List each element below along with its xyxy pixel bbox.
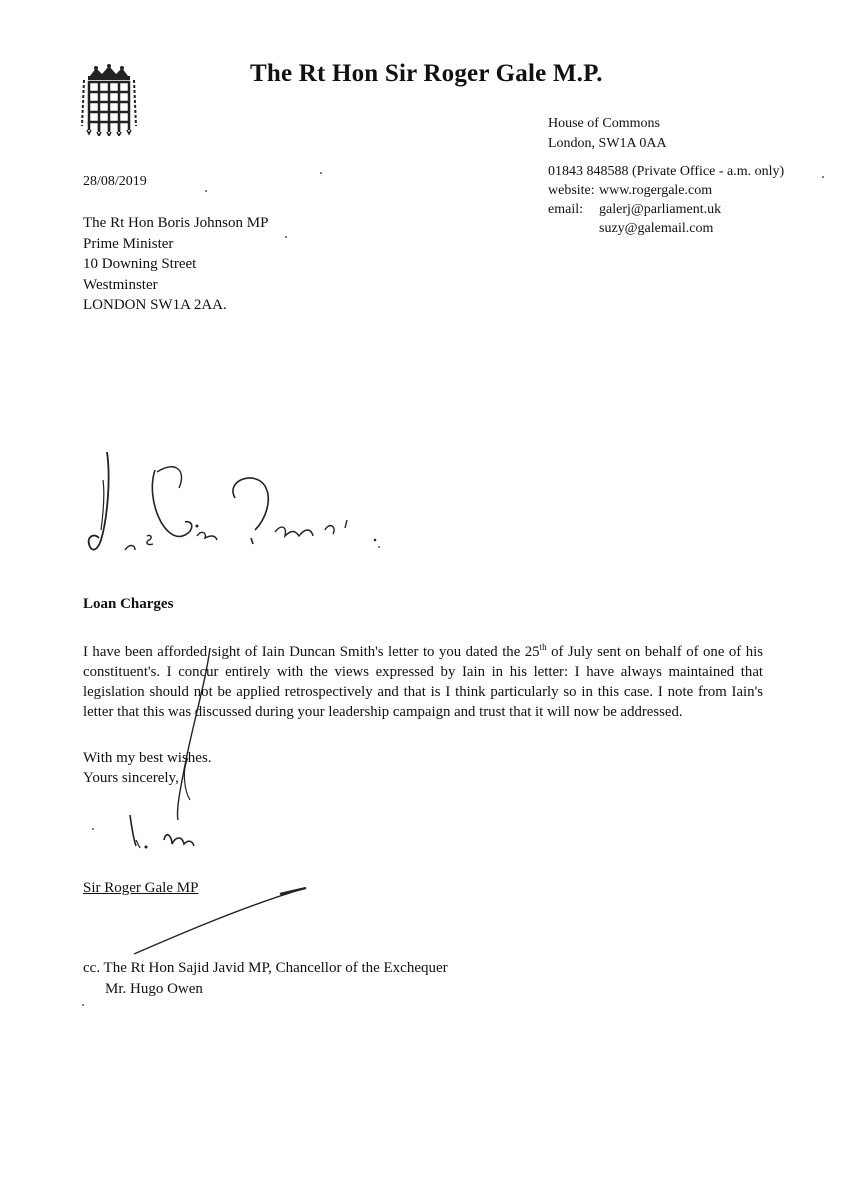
sender-address (548, 114, 667, 154)
recipient-line: 10 Downing Street (83, 256, 197, 272)
body-text-part: of July sent on behalf of one of his constituent's. I concur entirely with the views expressed by Iain in his letter: I have always maintained that legislation should not be applied retrospectively and that is I think particularly so in this case. I note from Iain's letter that this was discussed during your leadership campaign and trust that it will now be addressed. (83, 643, 763, 720)
website-label: website: (548, 183, 595, 198)
letter-subject: Loan Charges (83, 596, 174, 612)
cc-list (83, 958, 448, 1000)
email-row (548, 200, 784, 219)
recipient-line: LONDON SW1A 2AA. (83, 297, 227, 313)
cc-line: cc. The Rt Hon Sajid Javid MP, Chancellor of the Exchequer (83, 960, 448, 976)
scan-speck (205, 190, 207, 192)
handwritten-signature-icon (85, 440, 405, 580)
scan-speck (92, 828, 94, 830)
letter-date: 28/08/2019 (83, 174, 147, 189)
website-row (548, 181, 784, 200)
email-secondary[interactable]: suzy@galemail.com (599, 221, 714, 236)
ordinal-suffix: th (539, 642, 547, 652)
address-line: London, SW1A 0AA (548, 136, 667, 151)
body-text-part: I have been afforded sight of Iain Duncan Smith's letter to you dated the 25 (83, 643, 540, 660)
letterhead-title: The Rt Hon Sir Roger Gale M.P. (250, 60, 603, 87)
recipient-line: Westminster (83, 276, 158, 293)
portcullis-icon (78, 64, 140, 136)
scan-speck (822, 176, 824, 178)
handwritten-signature-icon (90, 640, 340, 860)
email-primary[interactable]: galerj@parliament.uk (599, 202, 722, 217)
recipient-line: The Rt Hon Boris Johnson MP (83, 215, 269, 231)
scan-speck (82, 1004, 84, 1006)
phone-number: 01843 848588 (Private Office - a.m. only) (548, 164, 785, 179)
recipient-address (83, 213, 268, 316)
signer-name: Sir Roger Gale MP (83, 880, 199, 896)
cc-line: Mr. Hugo Owen (105, 981, 203, 997)
handwritten-signature-icon (130, 884, 320, 964)
recipient-line: Prime Minister (83, 235, 174, 252)
scan-speck (378, 546, 380, 548)
sender-contact (548, 162, 784, 238)
email-label: email: (548, 202, 583, 217)
closing-sincerely: Yours sincerely, (83, 770, 179, 786)
scan-speck (320, 172, 322, 174)
scan-speck (285, 236, 287, 238)
website-link[interactable]: www.rogergale.com (599, 183, 713, 198)
closing-wishes: With my best wishes. (83, 750, 212, 766)
address-line: House of Commons (548, 116, 660, 131)
